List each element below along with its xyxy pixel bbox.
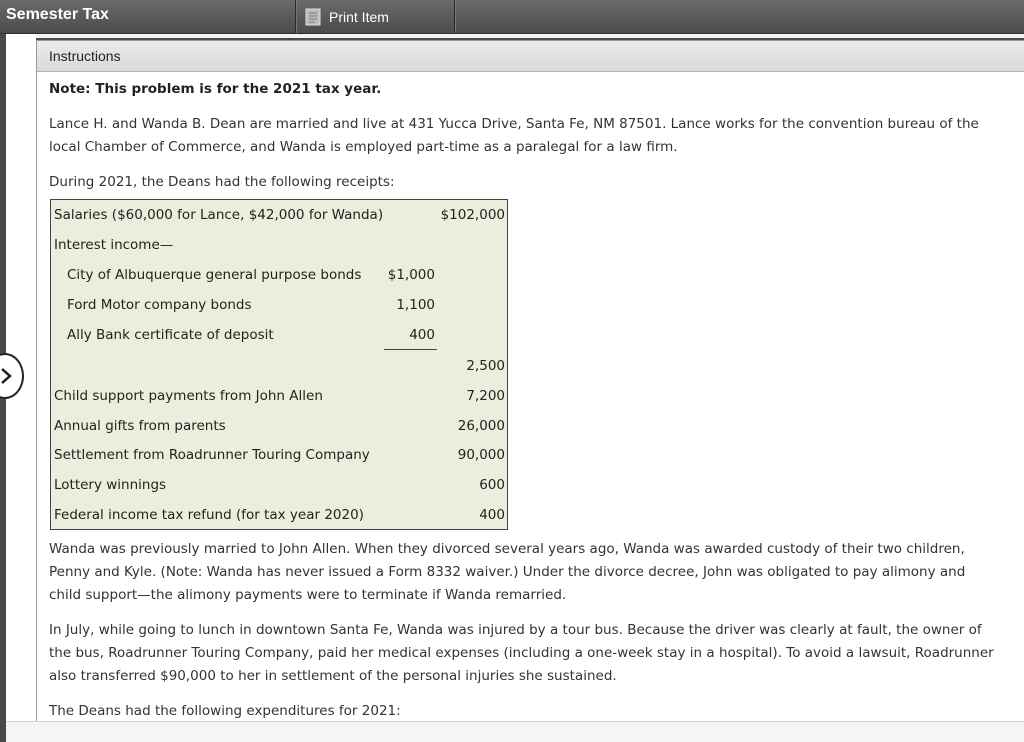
- table-row: [51, 388, 507, 410]
- interest-amount: $1,000: [387, 267, 435, 283]
- bottom-scroll-area: [6, 721, 1024, 742]
- toolbar-divider: [454, 0, 455, 33]
- receipt-total: $102,000: [440, 207, 505, 223]
- interest-label: City of Albuquerque general purpose bonds: [67, 267, 362, 283]
- table-row: [51, 358, 507, 380]
- interest-header: Interest income—: [54, 237, 174, 253]
- table-row: [51, 237, 507, 259]
- toolbar-underline: [0, 34, 1024, 38]
- receipts-intro: During 2021, the Deans had the following receipts:: [49, 174, 395, 190]
- toolbar-divider: [295, 0, 296, 33]
- table-row: [51, 297, 507, 319]
- interest-amount: 400: [409, 327, 435, 343]
- interest-amount: 1,100: [396, 297, 435, 313]
- receipt-total: 26,000: [457, 418, 505, 434]
- receipt-label: Annual gifts from parents: [54, 418, 226, 434]
- receipt-total: 600: [479, 477, 505, 493]
- tax-year-note: Note: This problem is for the 2021 tax year.: [49, 81, 382, 97]
- expenditures-intro: The Deans had the following expenditures for 2021:: [49, 703, 401, 719]
- receipt-total: 90,000: [457, 447, 505, 463]
- table-row: [51, 507, 507, 529]
- receipt-total: 7,200: [466, 388, 505, 404]
- document-icon: [305, 8, 321, 26]
- instructions-title: Instructions: [49, 48, 121, 64]
- interest-label: Ally Bank certificate of deposit: [67, 327, 274, 343]
- print-item-label: Print Item: [329, 8, 389, 25]
- receipt-label: Federal income tax refund (for tax year 2020): [54, 507, 364, 523]
- table-row: [51, 267, 507, 289]
- instructions-header: [37, 41, 1024, 72]
- table-row: [51, 207, 507, 229]
- chevron-right-icon: [0, 355, 22, 397]
- table-row: [51, 447, 507, 469]
- table-row: [51, 418, 507, 440]
- divorce-paragraph: Wanda was previously married to John Allen. When they divorced several years ago, Wanda was awarded custody of their two children, Penny and Kyle. (Note: Wanda has never issued a Form 8332 waiver.) Under the divorce decree, John was obligated to pay alimony and child support—the alimony payments were to terminate if Wanda remarried.: [49, 541, 966, 603]
- print-item-button[interactable]: [297, 0, 453, 33]
- intro-paragraph: Lance H. and Wanda B. Dean are married and live at 431 Yucca Drive, Santa Fe, NM 87501. Lance works for the convention bureau of the local Chamber of Commerce, and Wanda is employed part-time as a paralegal for a law firm.: [49, 116, 979, 155]
- injury-paragraph: In July, while going to lunch in downtown Santa Fe, Wanda was injured by a tour bus. Because the driver was clearly at fault, the owner of the bus, Roadrunner Touring Company, paid her medical expenses (including a one-week stay in a hospital). To avoid a lawsuit, Roadrunner also transferred $90,000 to her in settlement of the personal injuries she sustained.: [49, 622, 994, 684]
- table-row: [51, 327, 507, 349]
- receipt-total: 400: [479, 507, 505, 523]
- app-title: Semester Tax: [6, 6, 109, 23]
- receipt-label: Salaries ($60,000 for Lance, $42,000 for Wanda): [54, 207, 384, 223]
- interest-label: Ford Motor company bonds: [67, 297, 252, 313]
- table-row: [51, 477, 507, 499]
- subtotal-rule: [384, 349, 437, 350]
- interest-total: 2,500: [466, 358, 505, 374]
- receipts-table: [50, 199, 508, 530]
- receipt-label: Settlement from Roadrunner Touring Company: [54, 447, 370, 463]
- top-toolbar: [0, 0, 1024, 34]
- next-nav-button[interactable]: [0, 353, 24, 399]
- receipt-label: Lottery winnings: [54, 477, 167, 493]
- receipt-label: Child support payments from John Allen: [54, 388, 323, 404]
